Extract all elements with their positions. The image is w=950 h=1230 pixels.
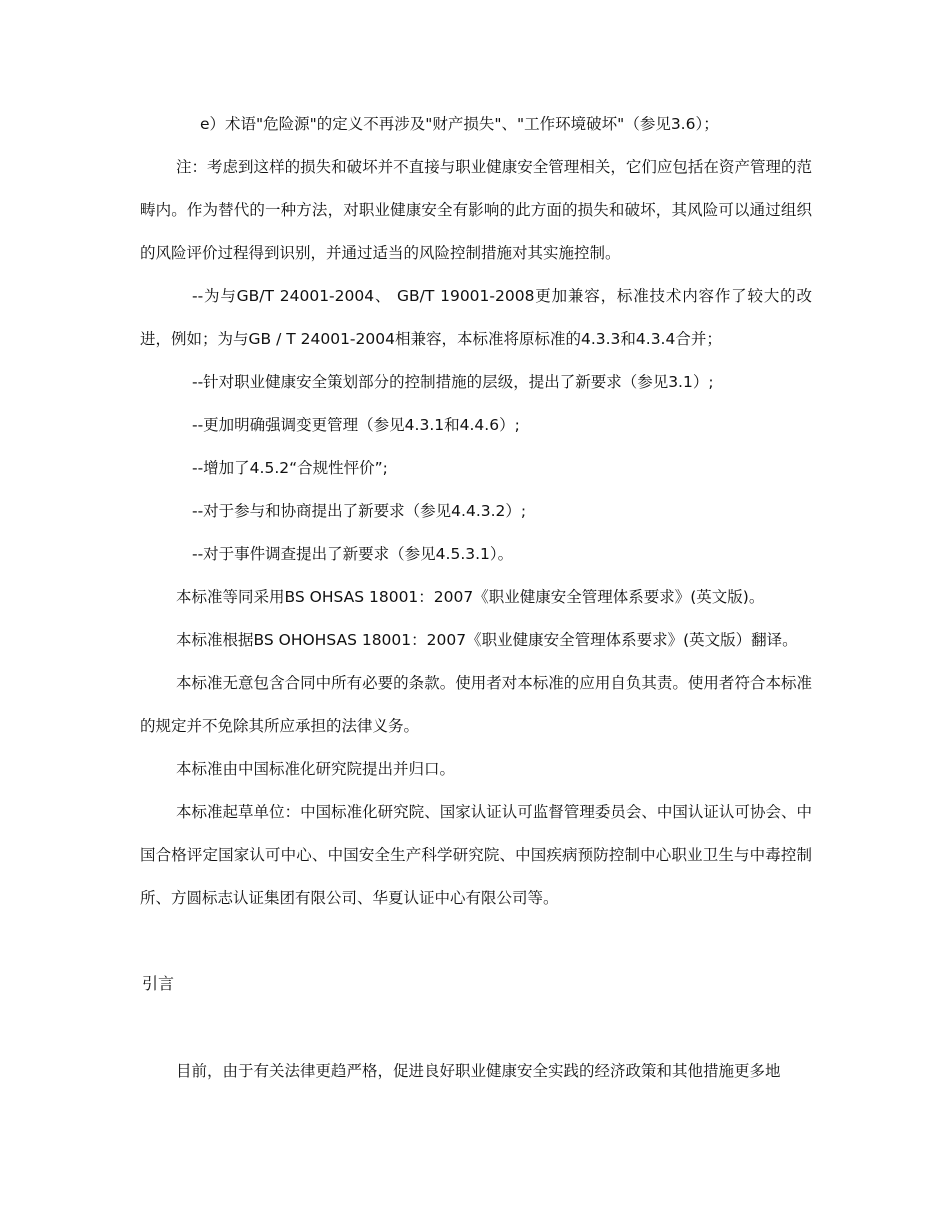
paragraph-compliance-evaluation: --增加了4.5.2“合规性怦价”; <box>192 459 388 477</box>
paragraph-compatibility-change: --为与GB/T 24001-2004、 GB/T 19001-2008更加兼容，标准技术内容作了较大的改进，例如；为与GB / T 24001-2004相兼容，本标准将原标准的4.3.3和4.3.4合并； <box>140 287 812 348</box>
paragraph-participation-consultation: --对于参与和协商提出了新要求（参见4.4.3.2）; <box>192 502 527 520</box>
paragraph-adoption: 本标准等同采用BS OHSAS 18001：2007《职业健康安全管理体系要求》(英文版)。 <box>176 588 765 606</box>
paragraph-control-hierarchy: --针对职业健康安全策划部分的控制措施的层级，提出了新要求（参见3.1）; <box>192 373 714 391</box>
paragraph-proposer: 本标准由中国标准化研究院提出并归口。 <box>176 760 456 778</box>
paragraph-contract-disclaimer: 本标准无意包含合同中所有必要的条款。使用者对本标准的应用自负其责。使用者符合本标准的规定并不免除其所应承担的法律义务。 <box>140 674 812 735</box>
section-heading-introduction: 引言 <box>142 974 175 993</box>
paragraph-drafting-units: 本标准起草单位：中国标准化研究院、国家认证认可监督管理委员会、中国认证认可协会、中国合格评定国家认可中心、中国安全生产科学研究院、中国疾病预防控制中心职业卫生与中毒控制所、方圆标志认证集团有限公司、华夏认证中心有限公司等。 <box>140 803 812 907</box>
paragraph-change-management: --更加明确强调变更管理（参见4.3.1和4.4.6）; <box>192 416 520 434</box>
paragraph-incident-investigation: --对于事件调查提出了新要求（参见4.5.3.1）。 <box>192 545 514 563</box>
paragraph-e-term-definition: e）术语"危险源"的定义不再涉及"财产损失"、"工作环境破坏"（参见3.6）； <box>200 115 719 133</box>
paragraph-introduction: 目前，由于有关法律更趋严格，促进良好职业健康安全实践的经济政策和其他措施更多地 <box>176 1062 781 1080</box>
paragraph-note: 注：考虑到这样的损失和破坏并不直接与职业健康安全管理相关，它们应包括在资产管理的范畴内。作为替代的一种方法，对职业健康安全有影响的此方面的损失和破坏，其风险可以通过组织的风险评价过程得到识别，并通过适当的风险控制措施对其实施控制。 <box>140 158 812 262</box>
paragraph-translation: 本标准根据BS OHOHSAS 18001：2007《职业健康安全管理体系要求》(英文版）翻译。 <box>176 631 798 649</box>
